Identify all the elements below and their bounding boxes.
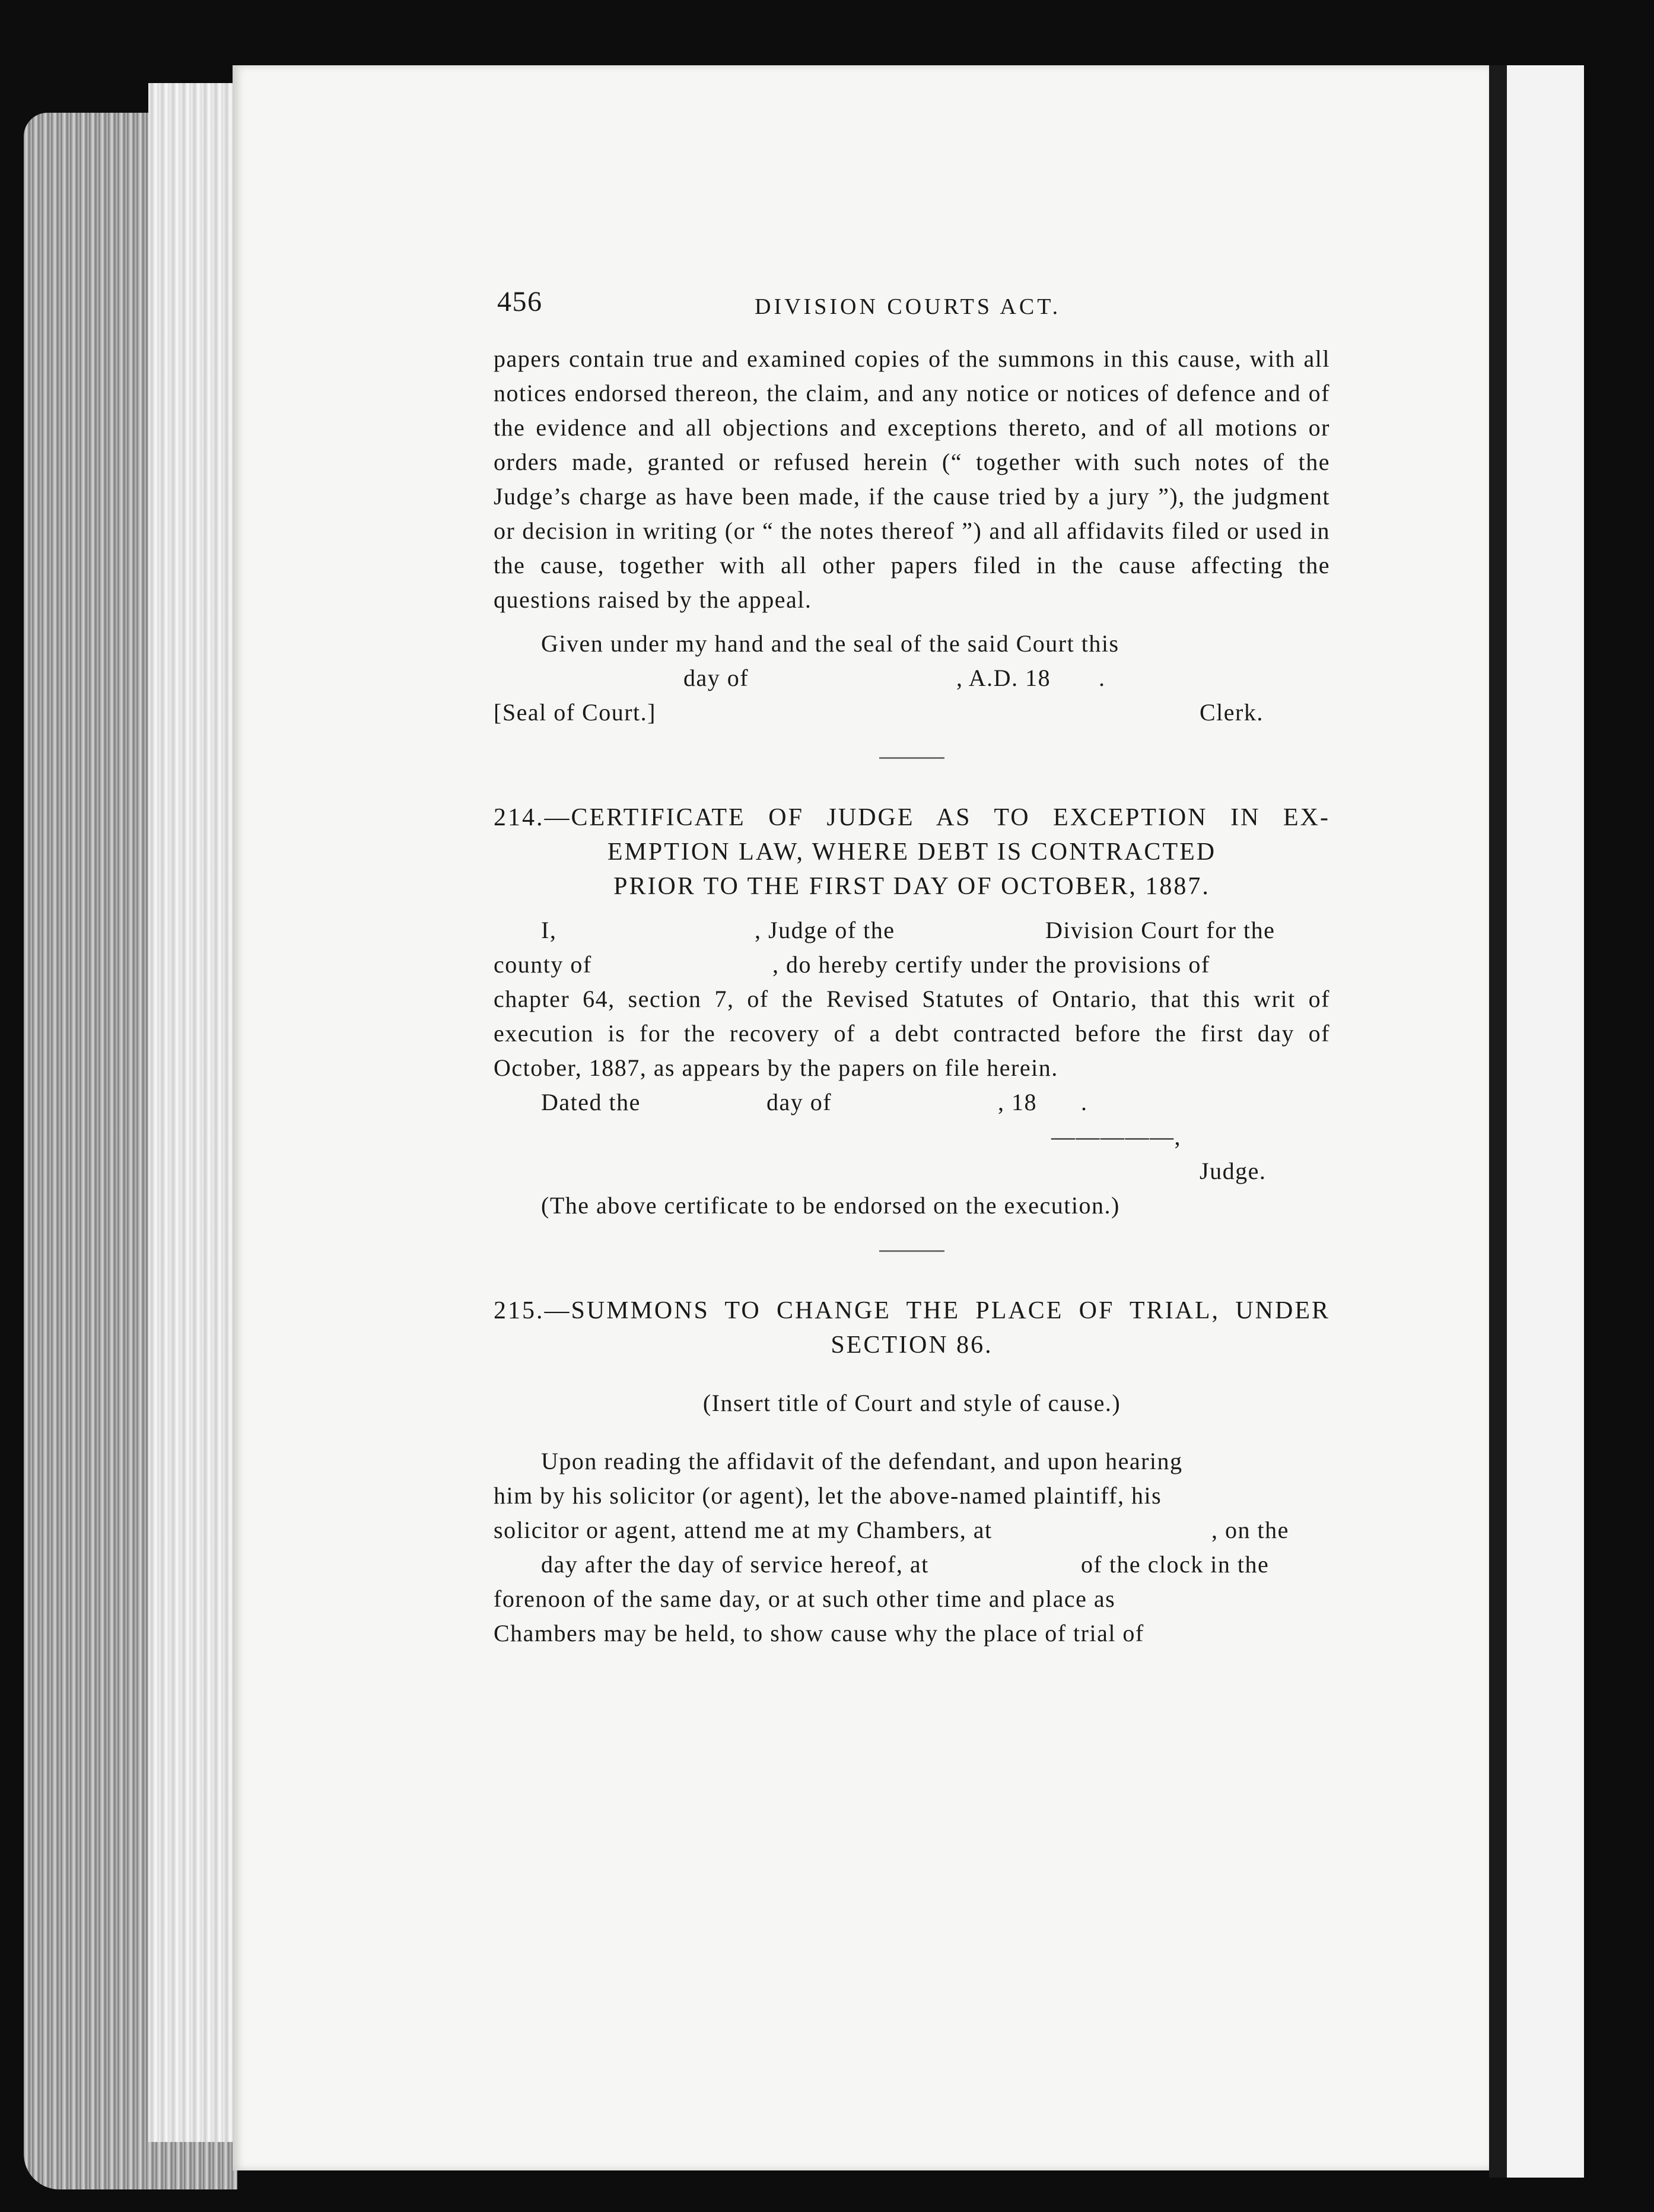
- form-215-line6-text: Chambers may be held, to show cause why the place of trial of: [494, 1620, 1144, 1647]
- form-215-line6: [494, 1616, 1330, 1651]
- page-content: [494, 285, 1330, 1651]
- form-214-i: I,: [541, 917, 557, 943]
- given-line: [494, 627, 1330, 661]
- clerk-signature: Clerk.: [1200, 699, 1264, 726]
- form-214-note-line: [494, 1188, 1330, 1223]
- form-215-line1-text: Upon reading the affidavit of the defendant, and upon hearing: [541, 1448, 1183, 1474]
- form-215-line2-text: him by his solicitor (or agent), let the above-named plaintiff, his: [494, 1482, 1162, 1509]
- seal-line: [494, 695, 1330, 730]
- given-text: Given under my hand and the seal of the said Court this: [541, 630, 1119, 657]
- section-divider-2: [879, 1250, 944, 1252]
- form-214-heading-line2: EMPTION LAW, WHERE DEBT IS CONTRACTED: [607, 838, 1217, 866]
- form-214-line2: [494, 948, 1330, 982]
- running-head: DIVISION COURTS ACT.: [755, 294, 1061, 319]
- form-214-county-of: county of: [494, 951, 592, 978]
- form-215-heading: [494, 1293, 1330, 1362]
- form-214-heading: [494, 800, 1330, 904]
- form-214-body: chapter 64, section 7, of the Revised Statutes of Ontario, that this writ of execution is for the recovery of a debt contracted before the first day of October, 1887, as appears by the papers on file herein.: [494, 986, 1330, 1081]
- form-214-day-of: day of: [766, 1089, 832, 1115]
- gutter-shadow: [1489, 65, 1507, 2178]
- form-214-heading-line3: PRIOR TO THE FIRST DAY OF OCTOBER, 1887.: [613, 873, 1210, 900]
- form-214-heading-line1: 214.—CERTIFICATE OF JUDGE AS TO EXCEPTION IN EX-: [494, 804, 1330, 831]
- given-day-of: day of: [683, 665, 749, 691]
- form-214-signature-rule: —————,: [1051, 1123, 1181, 1150]
- seal-of-court: [Seal of Court.]: [494, 699, 656, 726]
- form-215-heading-line1: 215.—SUMMONS TO CHANGE THE PLACE OF TRIAL, UNDER: [494, 1297, 1330, 1324]
- given-ad: , A.D. 18: [956, 665, 1051, 691]
- section-divider: [879, 757, 944, 759]
- form-214-certify: , do hereby certify under the provisions of: [772, 951, 1210, 978]
- form-214-signature-line: [494, 1120, 1330, 1154]
- form-214-judge-line: [494, 1154, 1330, 1188]
- form-215-heading-line2: SECTION 86.: [831, 1331, 993, 1359]
- form-215-line3b: , on the: [1211, 1517, 1289, 1543]
- form-214-dated-line: [494, 1085, 1330, 1120]
- form-215-line4: [494, 1547, 1330, 1582]
- form-214-note: (The above certificate to be endorsed on the execution.): [541, 1192, 1120, 1219]
- form-215-line4b: of the clock in the: [1081, 1551, 1270, 1578]
- form-214-year-end: .: [1081, 1089, 1088, 1115]
- form-215-line5: [494, 1582, 1330, 1616]
- form-214-judge: Judge.: [1200, 1158, 1267, 1184]
- book-page-edges-light: [148, 83, 237, 2142]
- form-215-line5-text: forenoon of the same day, or at such other time and place as: [494, 1585, 1116, 1612]
- form-215-line3: [494, 1513, 1330, 1547]
- form-215-line3a: solicitor or agent, attend me at my Chambers, at: [494, 1517, 993, 1543]
- form-214-dated-the: Dated the: [541, 1089, 641, 1115]
- form-213-body: papers contain true and examined copies of the summons in this cause, with all notices endorsed thereon, the claim, and any notice or notices of defence and of the evidence and all objections and exceptions thereto, and of all motions or orders made, granted or refused herein (“ together with such notes of the Judge’s charge as have been made, if the cause tried by a jury ”), the judgment or decision in writing (or “ the notes thereof ”) and all affidavits filed or used in the cause, together with all other papers filed in the cause affecting the questions raised by the appeal.: [494, 345, 1330, 613]
- given-ad-end: .: [1099, 665, 1106, 691]
- form-214-division-court: Division Court for the: [1045, 917, 1276, 943]
- form-215-line4a: day after the day of service hereof, at: [541, 1551, 929, 1578]
- form-214-line1: [494, 913, 1330, 948]
- form-215-line1: [494, 1444, 1330, 1479]
- form-215-line2: [494, 1479, 1330, 1513]
- page-header: [494, 285, 1330, 332]
- page-number: 456: [497, 286, 543, 317]
- form-214-year: , 18: [998, 1089, 1037, 1115]
- facing-page-edge: [1507, 65, 1584, 2178]
- form-215-subheading: (Insert title of Court and style of cause.): [702, 1390, 1121, 1416]
- given-date-line: [494, 661, 1330, 695]
- form-214-judge-of-the: , Judge of the: [755, 917, 895, 943]
